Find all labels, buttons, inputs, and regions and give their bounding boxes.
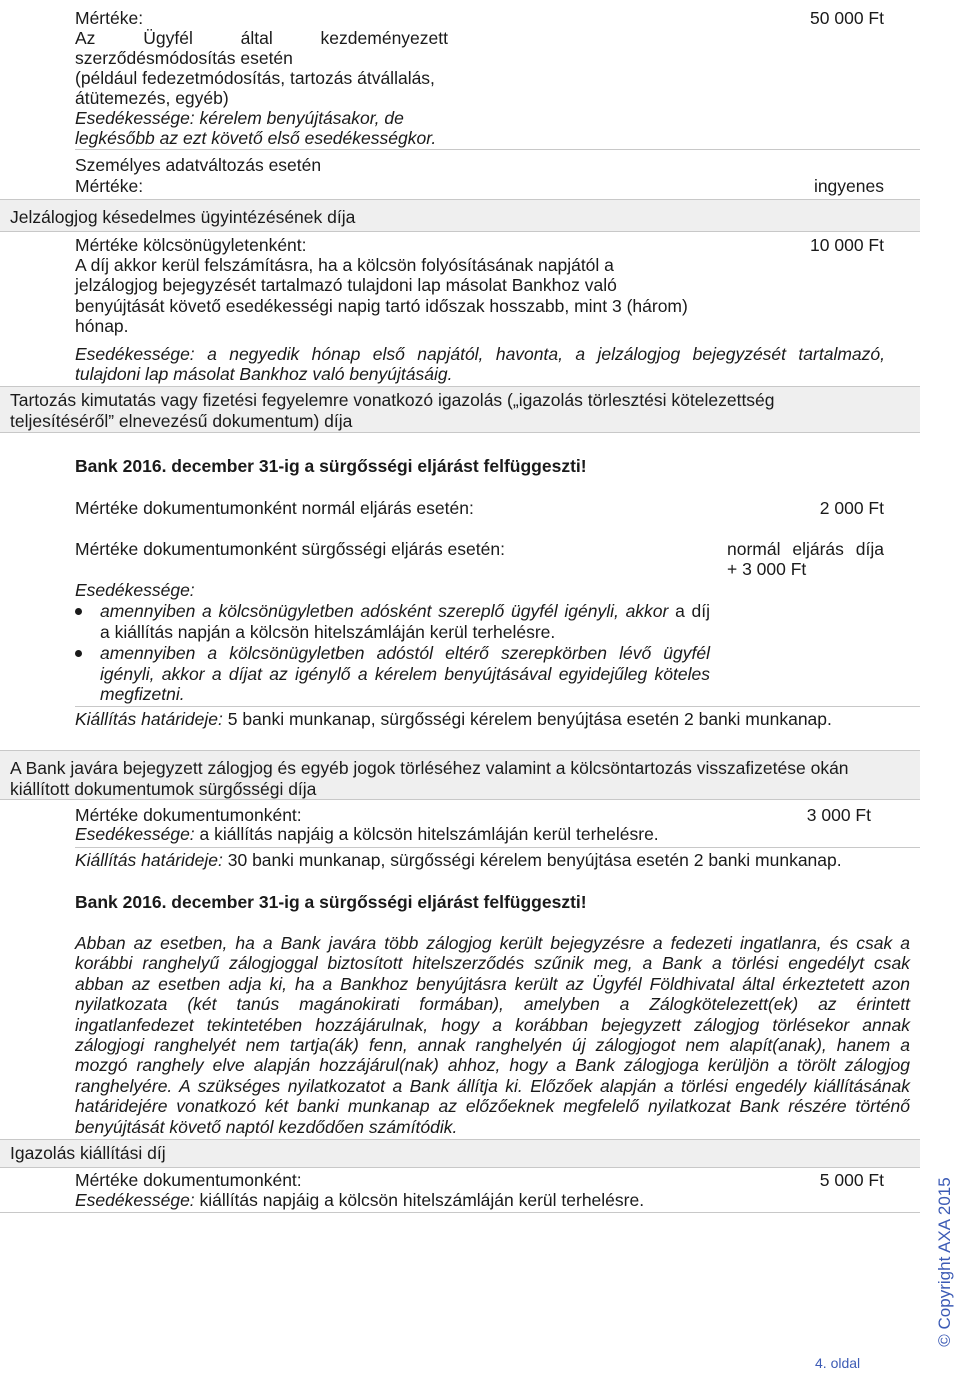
copyright-notice: © Copyright AXA 2015 <box>935 1177 954 1347</box>
bullet-text-italic: amennyiben a kölcsönügyletben adósként szereplő ügyfél igényli, akkor <box>100 601 669 621</box>
row-divider <box>75 149 920 150</box>
personal-data-change-amount: ingyenes <box>813 176 884 196</box>
due-text: kiállítás napjáig a kölcsön hitelszámláján kerül terhelésre. <box>199 1190 645 1210</box>
deadline-label: Kiállítás határideje: <box>75 709 223 729</box>
certificate-fee-amount: 5 000 Ft <box>819 1170 884 1190</box>
due-label: Esedékessége: <box>75 824 195 844</box>
bullet-icon <box>75 650 82 657</box>
mortgage-delay-fee-due-line: tulajdoni lap másolat Bankhoz való benyújtásáig. <box>75 364 453 384</box>
bullet-item-line: amennyiben a kölcsönügyletben adóstól eltérő szerepkörben lévő ügyfél <box>100 643 710 663</box>
explanation-line: benyújtását követő naptól kezdődően számítódik. <box>75 1117 458 1137</box>
debt-statement-urgent-amount-line: + 3 000 Ft <box>727 559 807 579</box>
explanation-line: zálogjogi ranghelyét nem tartja(ák) fenn, annak ranghelyén új zálogjogot nem alapít(anak), hanem a <box>75 1035 910 1055</box>
debt-statement-deadline <box>75 709 832 729</box>
page-number: 4. oldal <box>815 1355 861 1371</box>
explanation-line: mozgó ranghely elve alapján hozzájárul(nak) ahhoz, hogy a Bank zálogjoga kerüljön a törölt zálogjog <box>75 1055 910 1075</box>
debt-statement-due-label: Esedékessége: <box>75 580 195 600</box>
explanation-line: korábbi ranghelyű zálogjoggal biztosított hitelszerződés szűnik meg, a Bank a törlési engedélyt csak <box>75 953 910 973</box>
row-divider <box>0 1212 920 1213</box>
bullet-icon <box>75 608 82 615</box>
deadline-text: 5 banki munkanap, sürgősségi kérelem benyújtása esetén 2 banki munkanap. <box>227 709 832 729</box>
contract-modification-due-line: Esedékessége: kérelem benyújtásakor, de <box>75 108 404 128</box>
urgent-document-fee-label: Mértéke dokumentumonként: <box>75 805 302 825</box>
explanation-line: abban az esetben adja ki, ha a Bankhoz benyújtásra került az Ügyfél Földhivatal által érkeztetett azon <box>75 974 910 994</box>
explanation-line: nyilatkozata (két tanús magánokirati formában), amelyben a Zálogkötelezett(ek) az érintett <box>75 994 910 1014</box>
contract-modification-label: Mértéke: <box>75 8 144 28</box>
row-divider <box>75 706 920 707</box>
bullet-item-line: a kiállítás napján a kölcsön hitelszámláján kerül terhelésre. <box>100 622 556 642</box>
row-divider <box>0 199 920 200</box>
personal-data-change-title: Személyes adatváltozás esetén <box>75 155 322 175</box>
mortgage-delay-fee-condition-line: A díj akkor kerül felszámításra, ha a kölcsön folyósításának napjától a <box>75 255 614 275</box>
row-divider <box>0 231 920 232</box>
contract-modification-description-line: szerződésmódosítás esetén <box>75 48 293 68</box>
explanation-line: Abban az esetben, ha a Bank javára több zálogjog került bejegyzésre a fedezeti ingatlanra, és csak a <box>75 933 910 953</box>
row-divider <box>0 750 920 751</box>
debt-statement-urgent-label: Mértéke dokumentumonként sürgősségi eljárás esetén: <box>75 539 505 559</box>
certificate-fee-label: Mértéke dokumentumonként: <box>75 1170 302 1190</box>
urgent-procedure-suspension-notice: Bank 2016. december 31-ig a sürgősségi eljárást felfüggeszti! <box>75 456 587 476</box>
mortgage-delay-fee-amount: 10 000 Ft <box>810 235 884 255</box>
deadline-label: Kiállítás határideje: <box>75 850 223 870</box>
bullet-text-regular: a díj <box>675 601 710 621</box>
row-divider <box>0 1139 920 1140</box>
mortgage-delay-fee-condition-line: jelzálogjog bejegyzését tartalmazó tulajdoni lap másolat Bankhoz való <box>75 275 617 295</box>
explanation-line: ranghelyére. A szükséges nyilatkozatot a Bank állítja ki. Előzőek alapján a törlési engedély kiállításának <box>75 1076 910 1096</box>
deadline-text: 30 banki munkanap, sürgősségi kérelem benyújtása esetén 2 banki munkanap. <box>227 850 842 870</box>
row-divider <box>0 432 920 433</box>
urgent-document-fee-header-line: A Bank javára bejegyzett zálogjog és egyéb jogok törléséhez valamint a kölcsöntartozás visszafizetése okán <box>10 758 849 778</box>
urgent-document-fee-due <box>75 824 659 844</box>
contract-modification-amount: 50 000 Ft <box>810 8 884 28</box>
explanation-line: ingatlanfedezet tekintetében hozzájárulnak, hogy a korábban bejegyzett zálogjog törlésekor annak <box>75 1015 910 1035</box>
mortgage-delay-fee-condition-line: benyújtását követő esedékességi napig tartó időszak hosszabb, mint 3 (három) <box>75 296 688 316</box>
row-divider <box>0 386 920 387</box>
contract-modification-due-line: legkésőbb az ezt követő első esedékességkor. <box>75 128 437 148</box>
row-divider <box>75 847 920 848</box>
debt-statement-normal-amount: 2 000 Ft <box>819 498 884 518</box>
bullet-item-line <box>100 601 710 621</box>
urgent-document-fee-header-line: kiállított dokumentumok sürgősségi díja <box>10 779 317 799</box>
contract-modification-description-line: átütemezés, egyéb) <box>75 88 229 108</box>
due-text: a kiállítás napjáig a kölcsön hitelszámláján kerül terhelésre. <box>199 824 659 844</box>
mortgage-delay-fee-header: Jelzálogjog késedelmes ügyintézésének díja <box>10 207 356 227</box>
row-divider <box>0 1167 920 1168</box>
mortgage-delay-fee-label: Mértéke kölcsönügyletenként: <box>75 235 307 255</box>
debt-statement-urgent-amount-line: normál eljárás díja <box>727 539 884 559</box>
certificate-fee-due <box>75 1190 644 1210</box>
debt-statement-normal-label: Mértéke dokumentumonként normál eljárás esetén: <box>75 498 474 518</box>
contract-modification-description-line: (például fedezetmódosítás, tartozás átvállalás, <box>75 68 435 88</box>
bullet-item-line: megfizetni. <box>100 684 185 704</box>
mortgage-delay-fee-condition-line: hónap. <box>75 316 129 336</box>
certificate-fee-header: Igazolás kiállítási díj <box>10 1143 166 1163</box>
bullet-item-line: igényli, akkor a díjat az igénylő a kérelem benyújtásával egyidejűleg köteles <box>100 664 710 684</box>
personal-data-change-label: Mértéke: <box>75 176 144 196</box>
debt-statement-fee-header-line: teljesítéséről” elnevezésű dokumentum) díja <box>10 411 353 431</box>
due-label: Esedékessége: <box>75 1190 195 1210</box>
debt-statement-fee-header-line: Tartozás kimutatás vagy fizetési fegyelemre vonatkozó igazolás („igazolás törlesztési kötelezettség <box>10 390 775 410</box>
row-divider <box>0 799 920 800</box>
urgent-document-fee-deadline <box>75 850 842 870</box>
mortgage-delay-fee-due-line: Esedékessége: a negyedik hónap első napjától, havonta, a jelzálogjog bejegyzését tartalmazó, <box>75 344 885 364</box>
urgent-document-fee-amount: 3 000 Ft <box>806 805 871 825</box>
explanation-line: határidejére vonatkozó két banki munkanap az előzőeknek megfelelő nyilatkozat Bank részére történő <box>75 1096 910 1116</box>
urgent-procedure-suspension-notice: Bank 2016. december 31-ig a sürgősségi eljárást felfüggeszti! <box>75 892 587 912</box>
contract-modification-description-line: Az Ügyfél által kezdeményezett <box>75 28 448 48</box>
